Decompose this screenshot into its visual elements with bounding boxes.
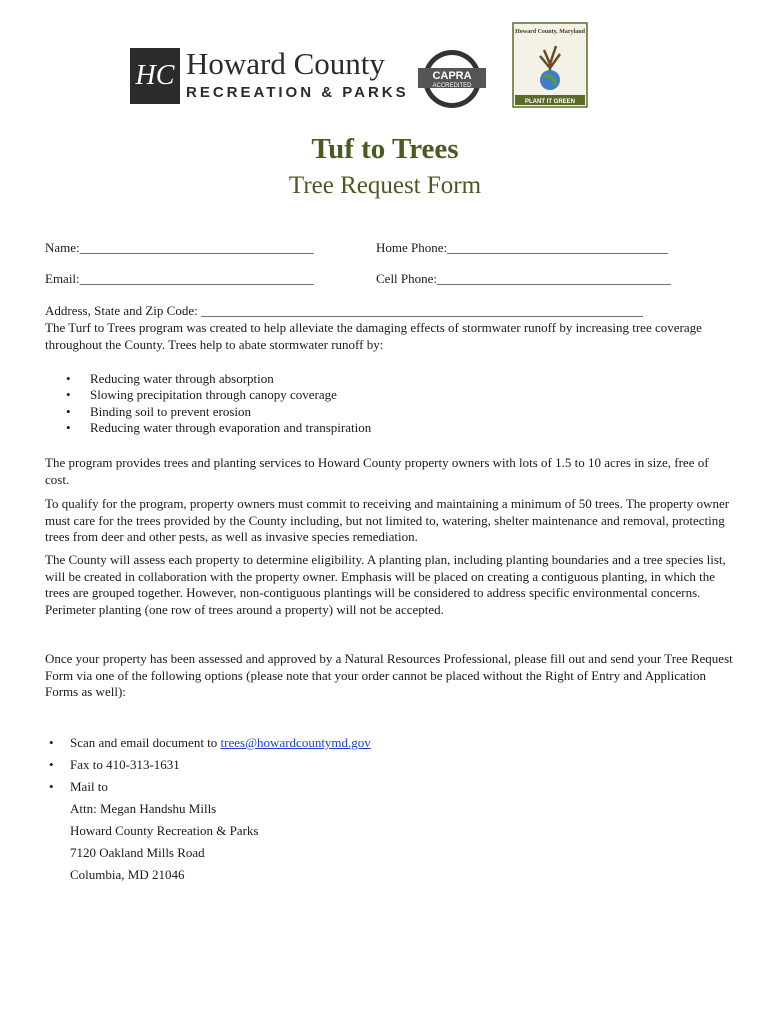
- org-name: Howard County: [186, 46, 385, 81]
- capra-text: CAPRA: [432, 70, 472, 82]
- cell-phone-field[interactable]: Cell Phone:____________________________________: [376, 271, 672, 286]
- submission-paragraph: Once your property has been assessed and approved by a Natural Resources Professional, please fill out and send your Tree Request Form via one of the following options (please note that your order cannot be placed without the Right of Entry and Application Forms as well):: [45, 651, 733, 699]
- option-mail: • Mail to: [45, 779, 371, 801]
- submission-options-list: [45, 735, 371, 889]
- option-email: [45, 735, 371, 757]
- plant-it-green-logo: [512, 22, 588, 108]
- tree-logo-bottom: PLANT IT GREEN: [524, 99, 576, 105]
- mail-address-line: Columbia, MD 21046: [70, 867, 185, 882]
- email-field[interactable]: Email:____________________________________: [45, 271, 314, 286]
- assessment-paragraph: The County will assess each property to determine eligibility. A planting plan, including planting boundaries and a tree species list, will be created in collaboration with the property owner. Emphasis will be placed on creating a contiguous planting, in which the trees are grouped together. However, non-contiguous plantings will be considered to address specific environmental concerns. Perimeter planting (one row of trees around a property) will not be accepted.: [45, 552, 726, 617]
- capra-sub: ACCREDITED: [432, 83, 472, 89]
- benefits-list: [60, 371, 371, 436]
- eligibility-paragraph: The program provides trees and planting services to Howard County property owners with lots of 1.5 to 10 acres in size, free of cost.: [45, 455, 709, 487]
- list-item: • Reducing water through evaporation and transpiration: [60, 420, 371, 436]
- mail-address-line: Howard County Recreation & Parks: [70, 823, 259, 838]
- option-fax: • Fax to 410-313-1631: [45, 757, 371, 779]
- requirements-paragraph: To qualify for the program, property owners must commit to receiving and maintaining a minimum of 50 trees. The property owner must care for the trees provided by the County including, but not limited to, watering, shelter maintenance and removal, protecting trees from deer and other pests, as well as invasive species remediation.: [45, 496, 730, 544]
- intro-paragraph: The Turf to Trees program was created to help alleviate the damaging effects of stormwater runoff by increasing tree coverage throughout the County. Trees help to abate stormwater runoff by:: [45, 320, 702, 352]
- howard-county-logo: [130, 46, 410, 108]
- mail-address-line: 7120 Oakland Mills Road: [70, 845, 205, 860]
- capra-badge: [414, 48, 490, 110]
- hc-monogram: HC: [130, 48, 180, 104]
- email-link[interactable]: trees@howardcountymd.gov: [220, 735, 371, 750]
- tree-logo-top: Howard County, Maryland: [515, 29, 585, 35]
- page-title: Tuf to Trees: [311, 133, 459, 165]
- org-subtitle: RECREATION & PARKS: [186, 84, 409, 101]
- mail-address-line: Attn: Megan Handshu Mills: [70, 801, 217, 816]
- name-field[interactable]: Name:____________________________________: [45, 240, 314, 255]
- list-item: • Slowing precipitation through canopy coverage: [60, 387, 371, 403]
- list-item: • Reducing water through absorption: [60, 371, 371, 387]
- address-field[interactable]: Address, State and Zip Code: ____________________________________________________________________: [45, 303, 643, 318]
- list-item: • Binding soil to prevent erosion: [60, 404, 371, 420]
- page-subtitle: Tree Request Form: [288, 172, 482, 199]
- option-email-text: Scan and email document to: [70, 735, 221, 750]
- home-phone-field[interactable]: Home Phone:__________________________________: [376, 240, 669, 255]
